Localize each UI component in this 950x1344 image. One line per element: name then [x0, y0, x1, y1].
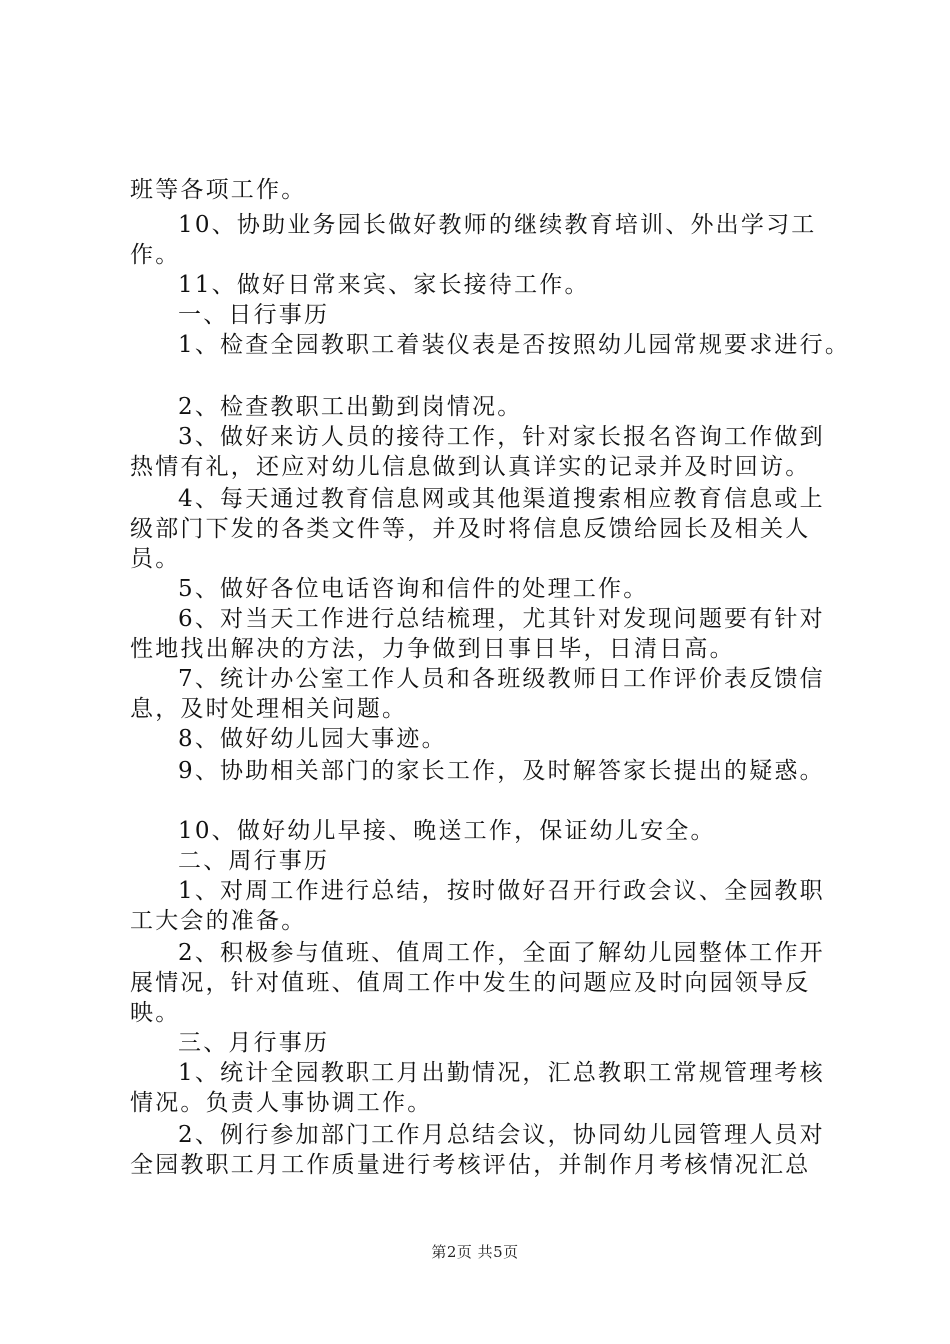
- text-line: 2、检查教职工出勤到岗情况。: [178, 394, 523, 420]
- text-line: 7、统计办公室工作人员和各班级教师日工作评价表反馈信: [178, 666, 825, 692]
- text-line: 9、协助相关部门的家长工作，及时解答家长提出的疑惑。: [178, 758, 825, 784]
- text-line: 1、检查全园教职工着装仪表是否按照幼儿园常规要求进行。: [178, 332, 851, 358]
- text-line: 10、协助业务园长做好教师的继续教育培训、外出学习工: [178, 212, 817, 238]
- text-line: 情况。负责人事协调工作。: [130, 1090, 433, 1116]
- text-line: 11、做好日常来宾、家长接待工作。: [178, 272, 590, 298]
- text-line: 员。: [130, 546, 181, 572]
- section-heading: 二、周行事历: [178, 848, 330, 874]
- section-heading: 一、日行事历: [178, 302, 330, 328]
- page-number-footer: 第2页 共5页: [431, 1243, 519, 1261]
- text-line: 1、对周工作进行总结，按时做好召开行政会议、全园教职: [178, 878, 825, 904]
- text-line: 全园教职工月工作质量进行考核评估，并制作月考核情况汇总: [130, 1152, 811, 1178]
- text-line: 6、对当天工作进行总结梳理，尤其针对发现问题要有针对: [178, 606, 825, 632]
- text-line: 3、做好来访人员的接待工作，针对家长报名咨询工作做到: [178, 424, 825, 450]
- section-heading: 三、月行事历: [178, 1030, 330, 1056]
- text-line: 班等各项工作。: [130, 177, 307, 203]
- text-line: 级部门下发的各类文件等，并及时将信息反馈给园长及相关人: [130, 516, 811, 542]
- text-line: 映。: [130, 1000, 181, 1026]
- text-line: 4、每天通过教育信息网或其他渠道搜索相应教育信息或上: [178, 486, 825, 512]
- text-line: 2、例行参加部门工作月总结会议，协同幼儿园管理人员对: [178, 1122, 825, 1148]
- text-line: 作。: [130, 242, 181, 268]
- text-line: 工大会的准备。: [130, 908, 307, 934]
- text-line: 5、做好各位电话咨询和信件的处理工作。: [178, 576, 649, 602]
- text-line: 热情有礼，还应对幼儿信息做到认真详实的记录并及时回访。: [130, 454, 811, 480]
- text-line: 2、积极参与值班、值周工作，全面了解幼儿园整体工作开: [178, 940, 825, 966]
- text-line: 息，及时处理相关问题。: [130, 696, 408, 722]
- text-line: 性地找出解决的方法，力争做到日事日毕，日清日高。: [130, 636, 735, 662]
- text-line: 10、做好幼儿早接、晚送工作，保证幼儿安全。: [178, 818, 716, 844]
- text-line: 1、统计全园教职工月出勤情况，汇总教职工常规管理考核: [178, 1060, 825, 1086]
- text-line: 8、做好幼儿园大事迹。: [178, 726, 447, 752]
- text-line: 展情况，针对值班、值周工作中发生的问题应及时向园领导反: [130, 970, 811, 996]
